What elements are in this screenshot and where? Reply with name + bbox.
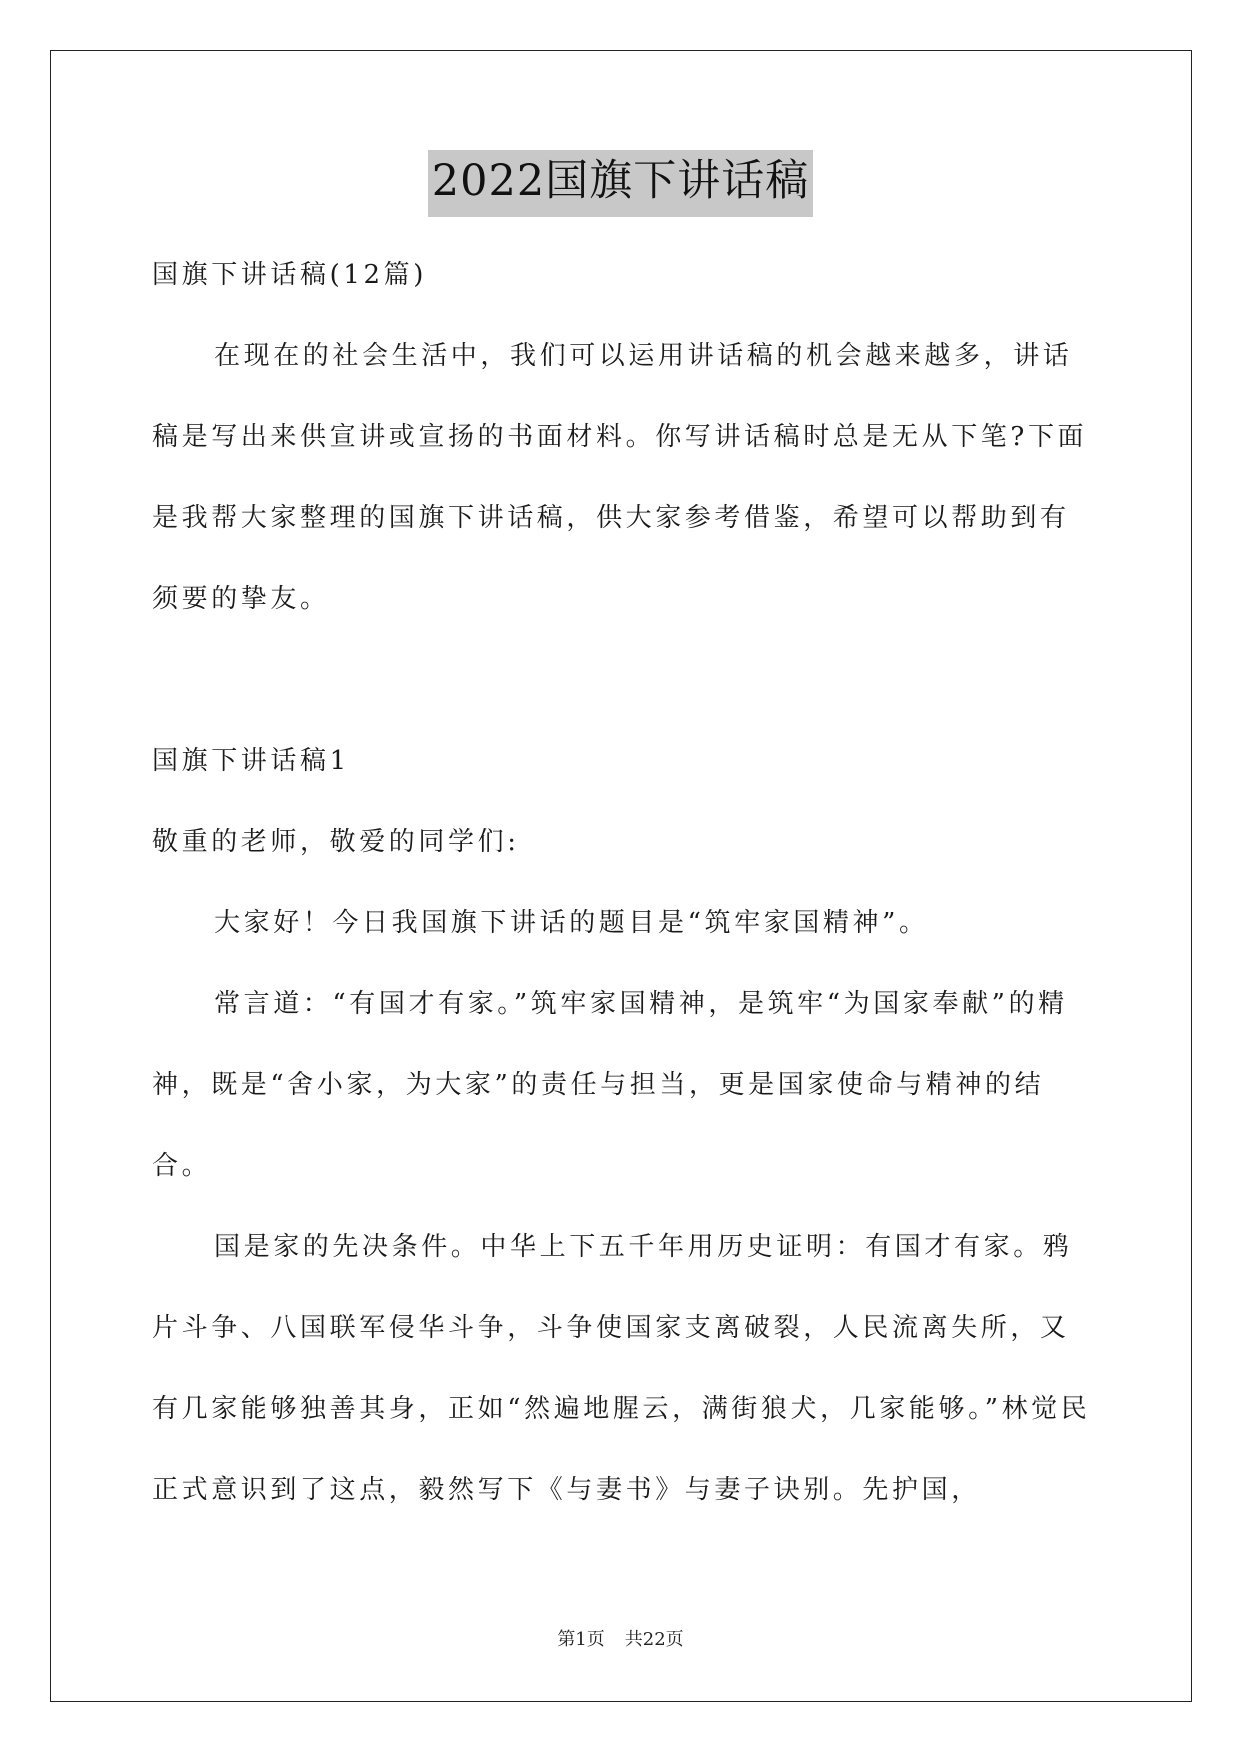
document-subtitle: 国旗下讲话稿(12篇) <box>152 260 427 290</box>
blank-line <box>152 640 1092 721</box>
page-total: 共22页 <box>624 1629 684 1650</box>
document-title-text: 2022国旗下讲话稿 <box>428 150 813 217</box>
body-paragraph: 常言道：“有国才有家。”筑牢家国精神，是筑牢“为国家奉献”的精神，既是“舍小家，为大家”的责任与担当，更是国家使命与精神的结合。 <box>152 989 1068 1181</box>
body-paragraph: 国是家的先决条件。中华上下五千年用历史证明：有国才有家。鸦片斗争、八国联军侵华斗争，斗争使国家支离破裂，人民流离失所，又有几家能够独善其身，正如“然遍地腥云，满街狼犬，几家能够。”林觉民正式意识到了这点，毅然写下《与妻书》与妻子诀别。先护国， <box>152 1232 1091 1505</box>
body-paragraph: 大家好！今日我国旗下讲话的题目是“筑牢家国精神”。 <box>214 908 929 938</box>
page-number: 第1页 <box>557 1629 605 1650</box>
document-title <box>0 150 1241 217</box>
intro-paragraph: 在现在的社会生活中，我们可以运用讲话稿的机会越来越多，讲话稿是写出来供宣讲或宣扬的书面材料。你写讲话稿时总是无从下笔?下面是我帮大家整理的国旗下讲话稿，供大家参考借鉴，希望可以帮助到有须要的挚友。 <box>152 341 1088 614</box>
salutation: 敬重的老师，敬爱的同学们: <box>152 827 520 857</box>
document-body <box>152 235 1092 1531</box>
section-heading: 国旗下讲话稿1 <box>152 746 350 776</box>
page-footer <box>0 1625 1241 1651</box>
